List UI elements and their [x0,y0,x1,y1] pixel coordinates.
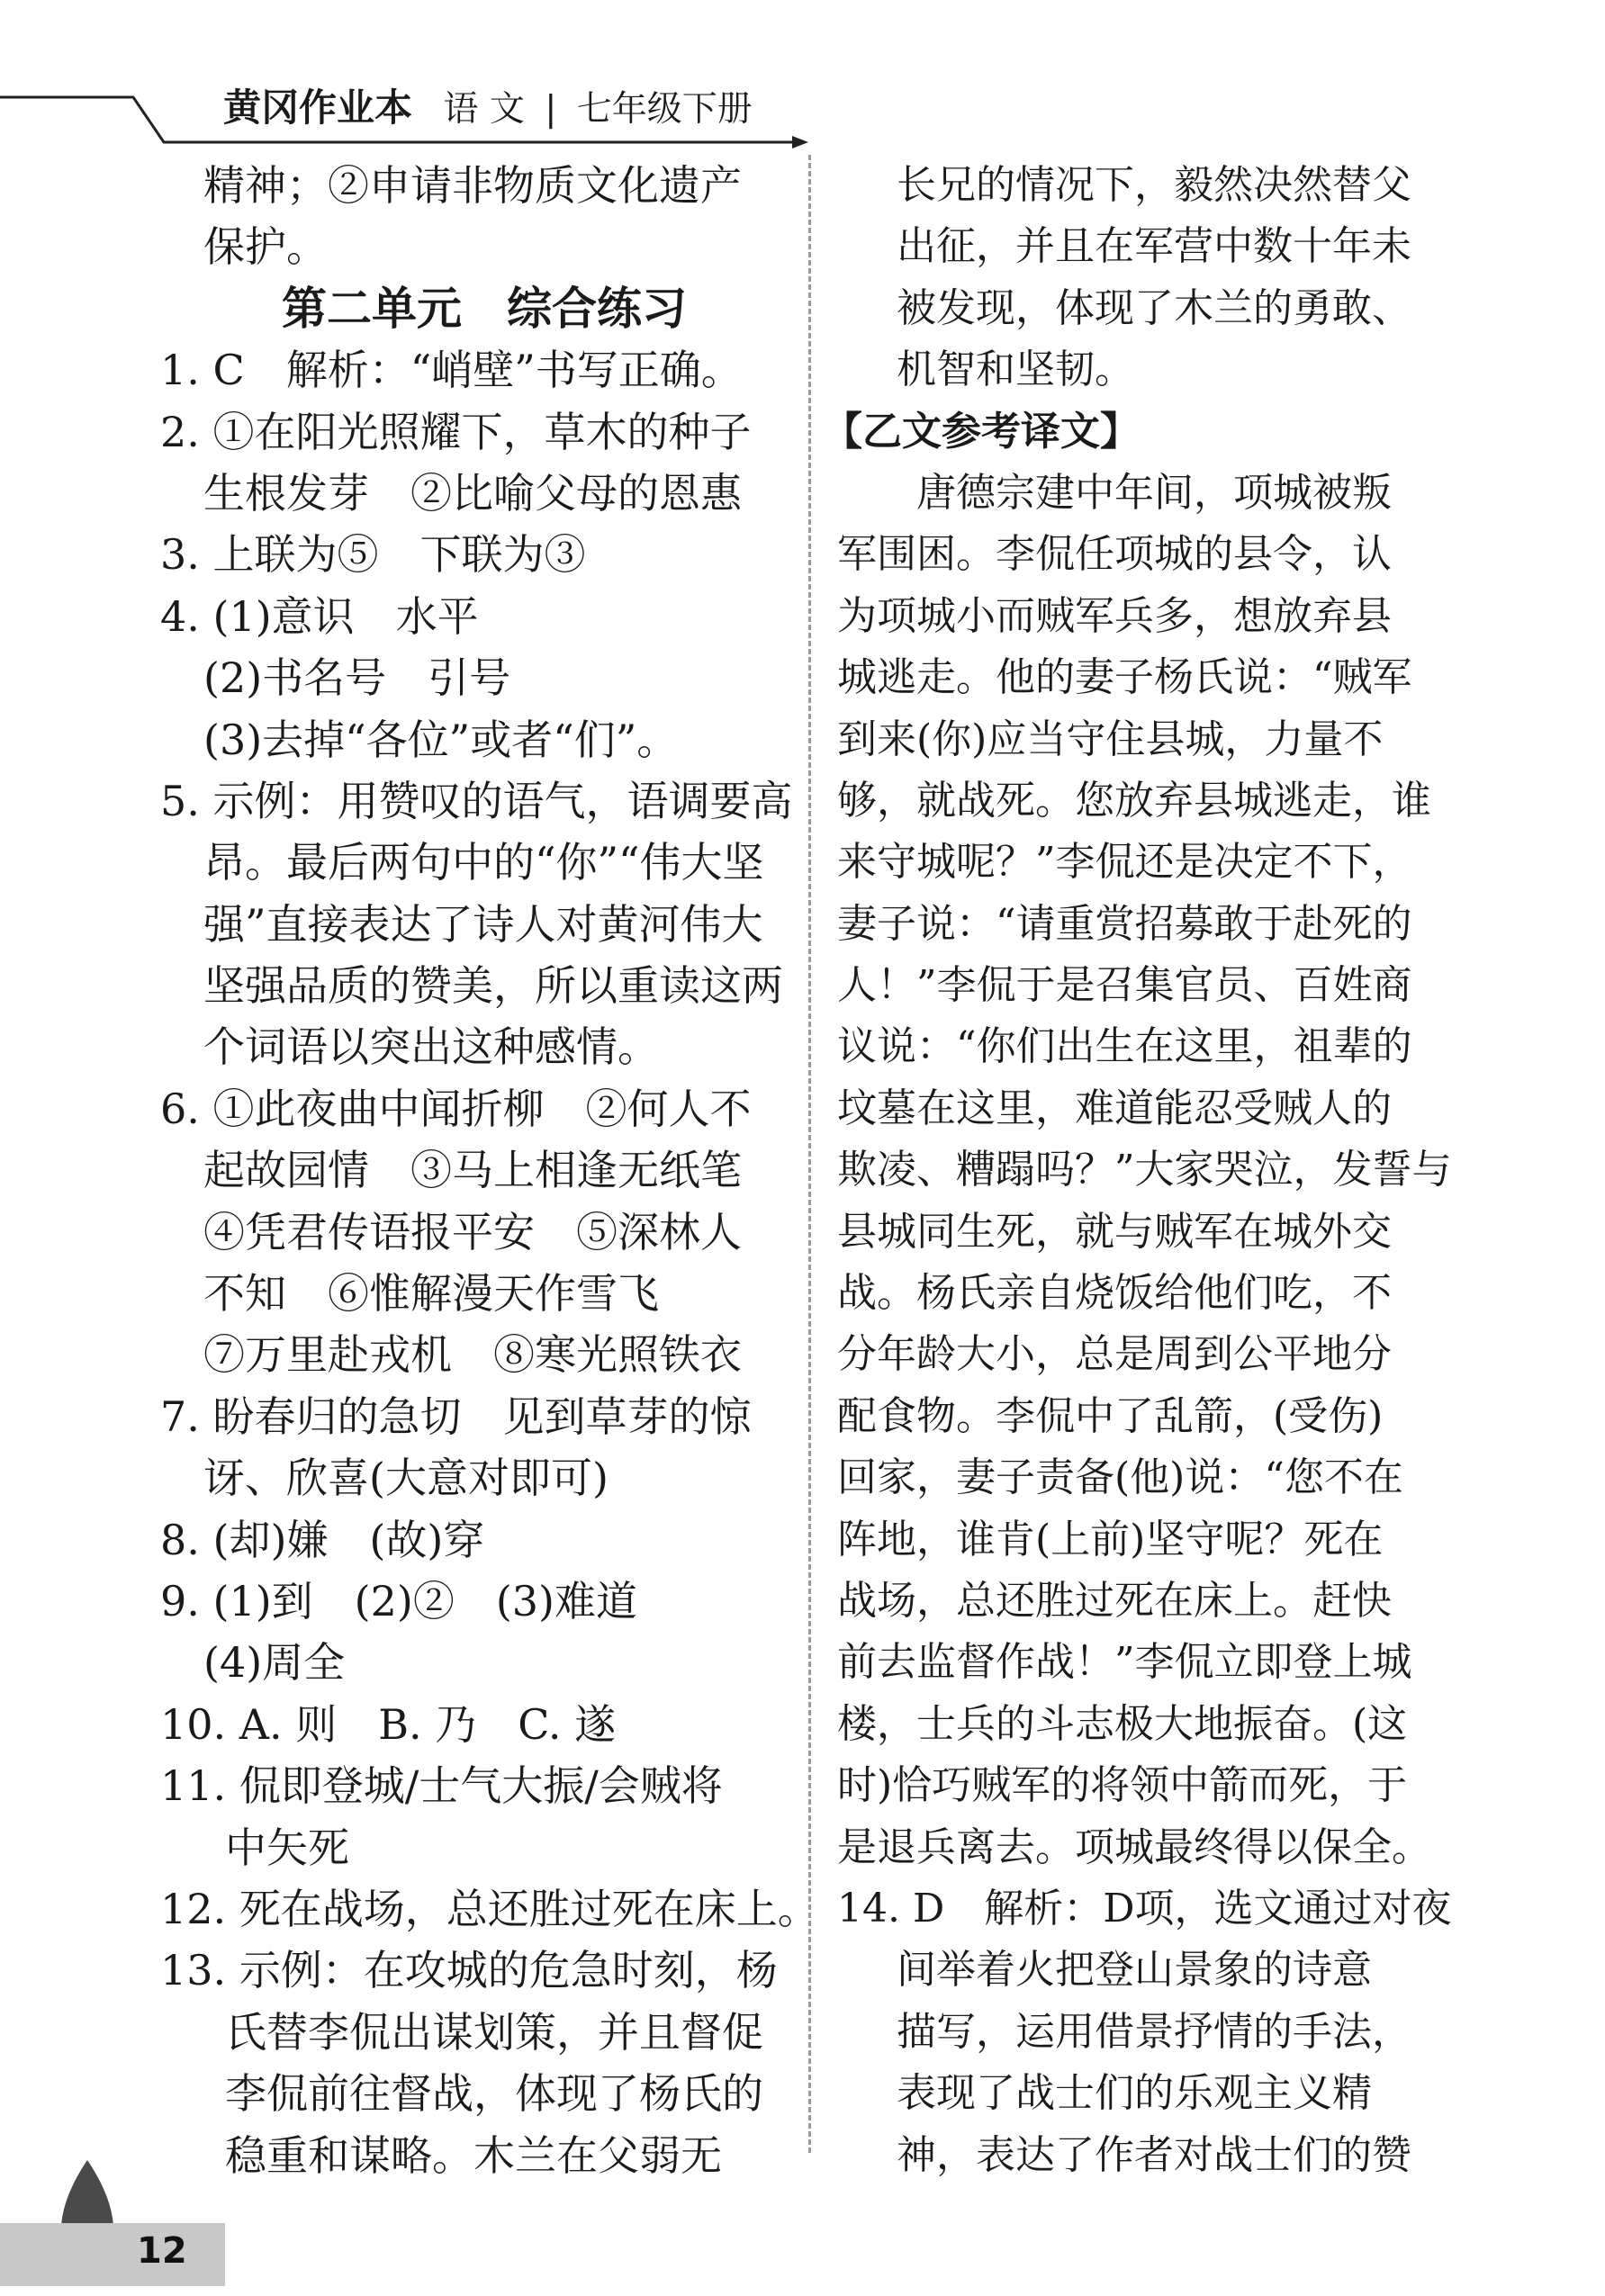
right-text-line: 回家，妻子责备(他)说：“您不在 [837,1454,1403,1501]
header-separator: | [545,89,557,130]
right-text-line: 唐德宗建中年间，项城被叛 [837,469,1392,516]
right-text-line: 坟墓在这里，难道能忍受贼人的 [837,1085,1392,1131]
left-text-line: 中矢死 [225,1823,349,1872]
right-text-line: 够，就战死。您放弃县城逃走，谁 [837,777,1431,824]
section-title: 第二单元 综合练习 [282,282,687,335]
right-text-line: 14. D 解析：D项，选文通过对夜 [837,1885,1452,1931]
right-text-line: 来守城呢？”李侃还是决定不下， [837,839,1412,886]
right-column [823,155,1452,2186]
left-text-line: 10. A. 则 B. 乃 C. 遂 [160,1699,617,1749]
left-text-line: 3. 上联为⑤ 下联为③ [160,530,586,580]
left-text-line: 讶、欣喜(大意对即可) [203,1454,609,1503]
left-text-line: 李侃前往督战，体现了杨氏的 [225,2069,763,2119]
left-text-line: 12. 死在战场，总还胜过死在床上。 [160,1884,819,1933]
right-text-line: 战场，总还胜过死在床上。赶快 [837,1577,1392,1624]
right-text-line: 楼，士兵的斗志极大地振奋。(这 [837,1700,1408,1747]
grade-label: 七年级下册 [576,89,753,130]
left-text-line: 保护。 [203,222,328,272]
right-text-line: 是退兵离去。项城最终得以保全。 [837,1823,1431,1870]
right-text-line: 长兄的情况下，毅然决然替父 [897,162,1411,208]
left-text-line: 坚强品质的赞美，所以重读这两 [203,961,783,1011]
left-text-line: 2. ①在阳光照耀下，草木的种子 [160,407,752,456]
right-text-line: 表现了战士们的乐观主义精 [897,2070,1372,2117]
left-text-line: 个词语以突出这种感情。 [203,1022,659,1072]
right-text-line: 出征，并且在军营中数十年未 [897,223,1411,270]
left-text-line: 9. (1)到 (2)② (3)难道 [160,1576,637,1625]
left-text-line: 起故园情 ③马上相逢无纸笔 [203,1146,742,1195]
left-text-line: (3)去掉“各位”或者“们”。 [203,715,679,764]
left-text-line: 13. 示例：在攻城的危急时刻，杨 [160,1946,778,1995]
left-text-line: 生根发芽 ②比喻父母的恩惠 [203,468,742,518]
left-text-line: 稳重和谋略。木兰在父弱无 [225,2130,722,2180]
left-text-line: ⑦万里赴戎机 ⑧寒光照铁衣 [203,1330,742,1380]
left-column [160,155,819,2186]
page-header [0,0,1605,153]
right-text-line: 时)恰巧贼军的将领中箭而死，于 [837,1762,1408,1809]
left-text-line: 1. C 解析：“峭壁”书写正确。 [160,346,743,395]
left-text-line: 8. (却)嫌 (故)穿 [160,1515,485,1564]
right-text-line: 描写，运用借景抒情的手法， [897,2008,1411,2055]
subject-label: 语 文 [443,89,525,130]
book-brand: 黄冈作业本 [223,86,413,130]
right-text-line: 分年龄大小，总是周到公平地分 [837,1331,1392,1378]
left-text-line: 11. 侃即登城/士气大振/会贼将 [160,1761,723,1811]
left-text-line: 不知 ⑥惟解漫天作雪飞 [203,1269,659,1319]
page-number: 12 [137,2230,187,2272]
left-text-line: 6. ①此夜曲中闻折柳 ②何人不 [160,1084,752,1133]
footer-bar [0,2223,225,2286]
left-text-line: 5. 示例：用赞叹的语气，语调要高 [160,776,793,825]
right-text-line: 欺凌、糟蹋吗？”大家哭泣，发誓与 [837,1147,1452,1193]
right-text-line: 县城同生死，就与贼军在城外交 [837,1208,1392,1255]
left-text-line: (2)书名号 引号 [203,653,511,703]
right-text-line: 为项城小而贼军兵多，想放弃县 [837,592,1392,639]
right-text-line: 神，表达了作者对战士们的赞 [897,2131,1411,2178]
right-text-line: 阵地，谁肯(上前)坚守呢？死在 [837,1516,1384,1562]
right-text-line: 到来(你)应当守住县城，力量不 [837,716,1384,762]
right-text-line: 人！”李侃于是召集官员、百姓商 [837,962,1412,1009]
left-text-line: 7. 盼春归的急切 见到草芽的惊 [160,1391,752,1441]
right-text-line: 战。杨氏亲自烧饭给他们吃，不 [837,1270,1392,1317]
right-text-line: 前去监督作战！”李侃立即登上城 [837,1639,1412,1686]
translation-heading: 【乙文参考译文】 [823,408,1140,455]
left-text-line: (4)周全 [203,1638,346,1688]
column-divider [808,155,811,2153]
right-text-line: 被发现，体现了木兰的勇敢、 [897,284,1411,331]
right-text-line: 配食物。李侃中了乱箭，(受伤) [837,1392,1384,1439]
left-text-line: 昂。最后两句中的“你”“伟大坚 [203,838,764,887]
left-text-line: 4. (1)意识 水平 [160,591,479,641]
right-text-line: 军围困。李侃任项城的县令，认 [837,531,1392,578]
right-text-line: 机智和坚韧。 [897,347,1134,393]
header-title [223,81,753,135]
right-text-line: 议说：“你们出生在这里，祖辈的 [837,1023,1412,1070]
right-text-line: 间举着火把登山景象的诗意 [897,1947,1372,1994]
right-text-line: 城逃走。他的妻子杨氏说：“贼军 [837,654,1412,701]
left-text-line: 氏替李侃出谋划策，并且督促 [225,2007,763,2057]
left-text-line: 强”直接表达了诗人对黄河伟大 [203,899,763,949]
left-text-line: 精神；②申请非物质文化遗产 [203,161,742,210]
left-text-line: ④凭君传语报平安 ⑤深林人 [203,1207,742,1256]
right-text-line: 妻子说：“请重赏招募敢于赴死的 [837,900,1412,947]
